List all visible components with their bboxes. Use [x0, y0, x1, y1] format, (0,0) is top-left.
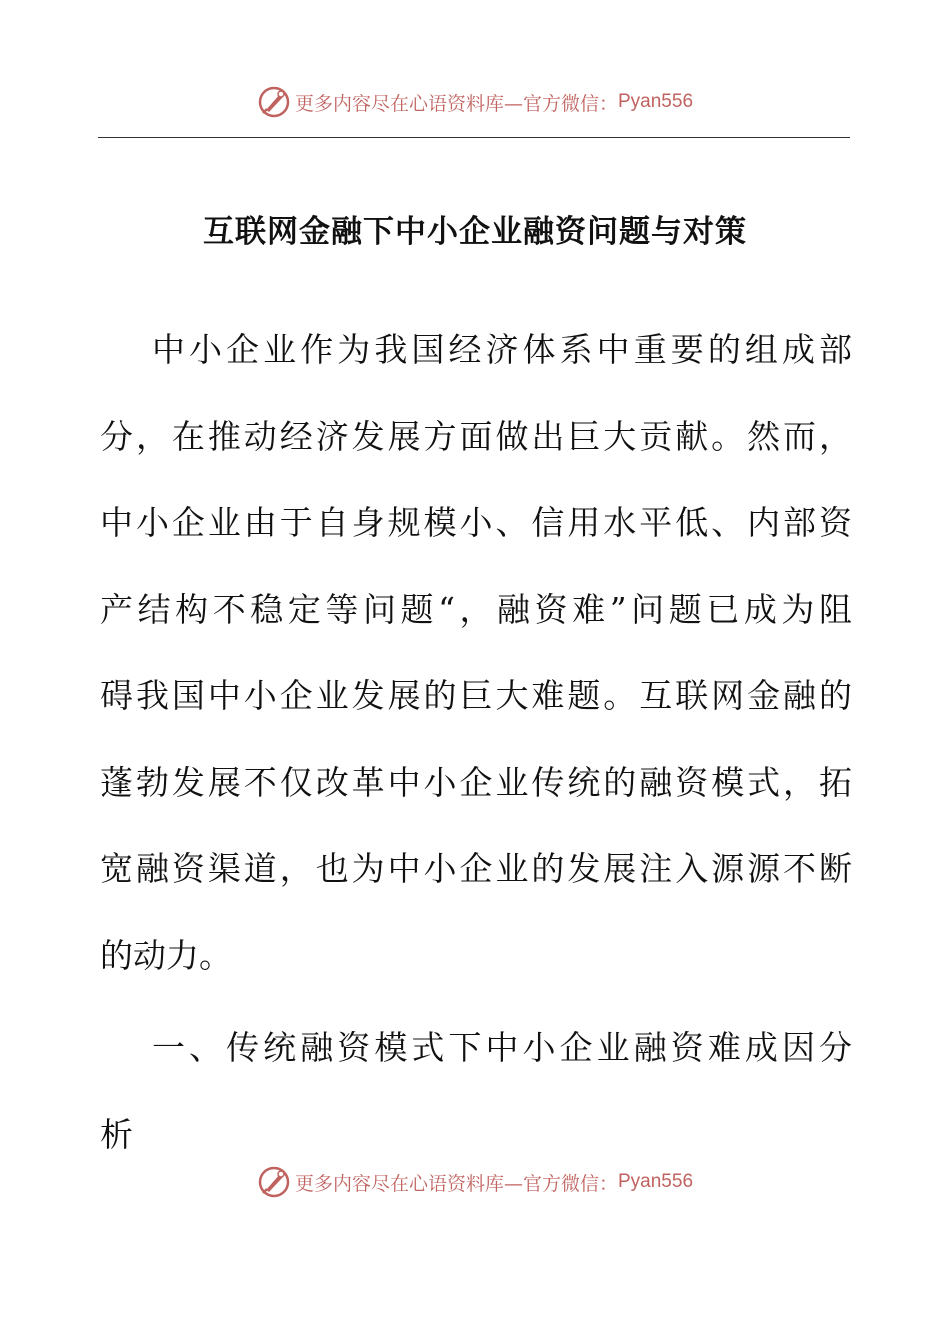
document-title: 互联网金融下中小企业融资问题与对策: [203, 214, 747, 250]
paragraph-line: 宽融资渠道，也为中小企业的发展注入源源不断: [100, 849, 852, 888]
watermark-wechat-id: Pyan556: [618, 1171, 694, 1192]
paragraph-line: 碍我国中小企业发展的巨大难题。互联网金融的: [100, 676, 852, 715]
header-divider: [98, 137, 850, 138]
footer-watermark: [0, 1160, 950, 1204]
paragraph-line: 分，在推动经济发展方面做出巨大贡献。然而，: [100, 416, 852, 456]
paragraph-line: 的动力。: [100, 935, 232, 975]
quill-pen-logo-icon: [257, 85, 291, 119]
watermark-text: 更多内容尽在心语资料库—官方微信：: [294, 92, 618, 115]
paragraph-line: 产结构不稳定等问题“，融资难”问题已成为阻: [100, 589, 852, 629]
section-heading-line: 一、传统融资模式下中小企业融资难成因分: [152, 1028, 852, 1067]
watermark-text: 更多内容尽在心语资料库—官方微信：: [294, 1172, 618, 1195]
paragraph-line: 蓬勃发展不仅改革中小企业传统的融资模式，拓: [100, 762, 852, 802]
watermark-wechat-id: Pyan556: [618, 91, 694, 112]
section-heading-line: 析: [100, 1114, 133, 1154]
document-body: [100, 307, 852, 1178]
paragraph-line: 中小企业作为我国经济体系中重要的组成部: [152, 330, 852, 369]
quill-pen-logo-icon: [257, 1165, 291, 1199]
header-watermark: [0, 80, 950, 124]
paragraph-line: 中小企业由于自身规模小、信用水平低、内部资: [100, 503, 852, 542]
